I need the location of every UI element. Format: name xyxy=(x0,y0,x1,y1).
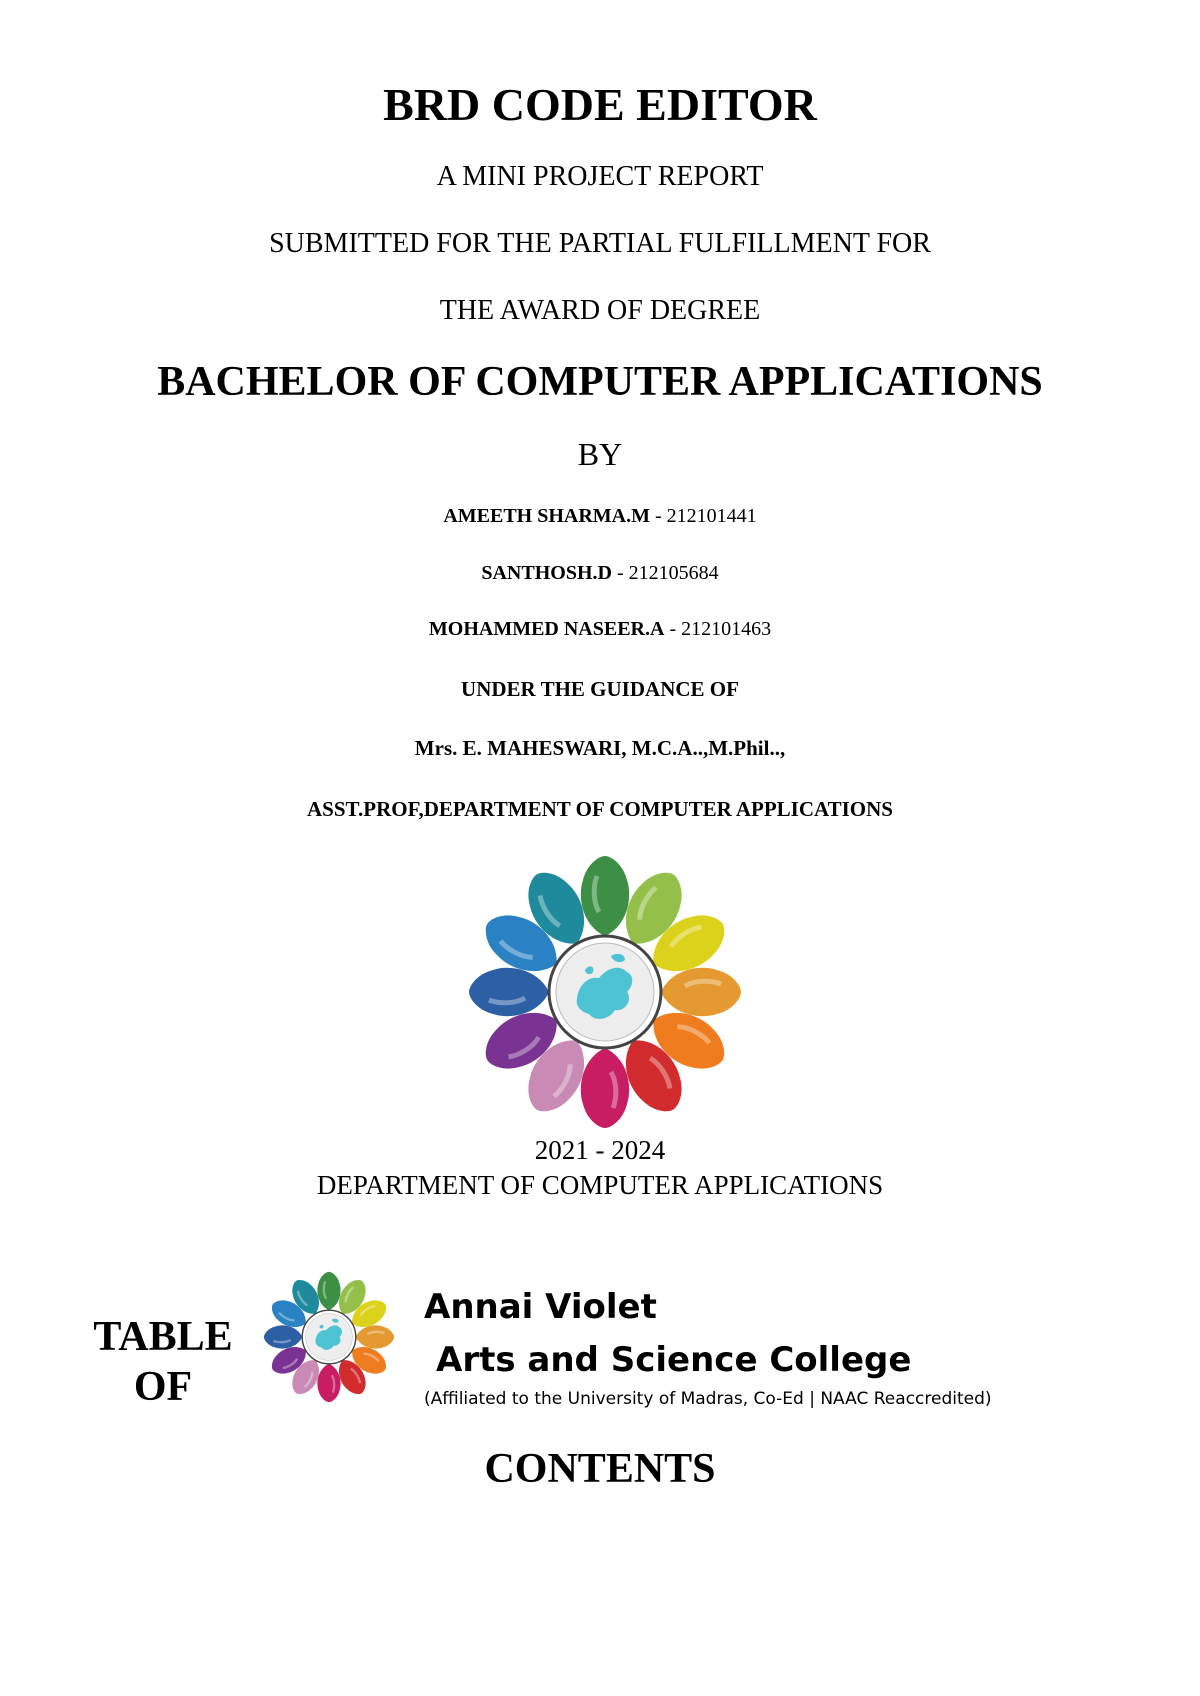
student-id: - 212101463 xyxy=(664,618,772,640)
subtitle-line-2: SUBMITTED FOR THE PARTIAL FULFILLMENT FOR xyxy=(269,228,931,259)
guidance-heading: UNDER THE GUIDANCE OF xyxy=(461,677,739,701)
student-name: AMEETH SHARMA.M xyxy=(443,505,650,527)
logo-petal xyxy=(356,1325,394,1348)
logo-petal xyxy=(317,1272,340,1310)
subtitle-line-3: THE AWARD OF DEGREE xyxy=(439,295,761,326)
logo-petal xyxy=(317,1364,340,1402)
college-logo-small xyxy=(262,1270,396,1404)
college-flower-logo xyxy=(465,852,745,1132)
student-name: SANTHOSH.D xyxy=(481,562,612,584)
department-name: DEPARTMENT OF COMPUTER APPLICATIONS xyxy=(316,1170,884,1200)
logo-petal xyxy=(661,968,741,1016)
toc-heading-line-1: TABLE xyxy=(93,1314,233,1360)
logo-petal xyxy=(581,856,629,936)
by-label: BY xyxy=(577,436,623,472)
student-1 xyxy=(0,506,1200,526)
logo-petal xyxy=(264,1325,302,1348)
college-name-line-1: Annai Violet xyxy=(424,1287,657,1327)
guide-designation: ASST.PROF,DEPARTMENT OF COMPUTER APPLICATIONS xyxy=(307,797,893,821)
subtitle-line-1: A MINI PROJECT REPORT xyxy=(436,161,764,192)
college-name-line-2: Arts and Science College xyxy=(436,1340,912,1380)
guide-name: Mrs. E. MAHESWARI, M.C.A..,M.Phil.., xyxy=(414,736,786,760)
college-affiliation: (Affiliated to the University of Madras, Co-Ed | NAAC Reaccredited) xyxy=(424,1389,992,1409)
student-2 xyxy=(0,563,1200,583)
logo-petal xyxy=(469,968,549,1016)
report-title: BRD CODE EDITOR xyxy=(383,79,817,130)
student-id: - 212101441 xyxy=(650,505,757,527)
student-name: MOHAMMED NASEER.A xyxy=(428,618,665,640)
toc-heading xyxy=(78,1312,248,1413)
logo-petal xyxy=(581,1048,629,1128)
toc-heading-line-2: OF xyxy=(133,1364,193,1411)
student-3 xyxy=(0,619,1200,639)
student-id: - 212105684 xyxy=(611,562,719,584)
degree-title: BACHELOR OF COMPUTER APPLICATIONS xyxy=(157,359,1043,405)
college-name-block xyxy=(424,1287,992,1409)
academic-years: 2021 - 2024 xyxy=(534,1135,666,1165)
toc-heading-line-3: CONTENTS xyxy=(484,1446,716,1492)
